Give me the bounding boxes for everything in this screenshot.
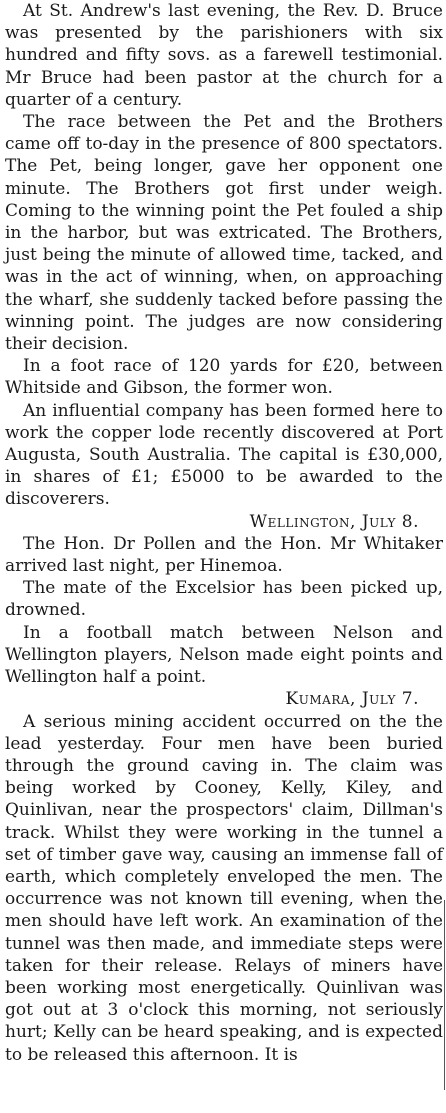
paragraph-hinemoa-arrival: The Hon. Dr Pollen and the Hon. Mr Whitaker arrived last night, per Hinemoa. [5, 533, 443, 577]
dateline-wellington [5, 511, 443, 533]
paragraph-st-andrews-presentation: At St. Andrew's last evening, the Rev. D. Bruce was presented by the parishioners with six hundred and fifty sovs. as a farewell testimonial. Mr Bruce had been pastor at the church for a quarter of a century. [5, 1, 443, 110]
column-rule [444, 900, 445, 1090]
paragraph-mining-accident: A serious mining accident occurred on the the lead yesterday. Four men have been buried through the ground caving in. The claim was being worked by Cooney, Kelly, Kiley, and Quinlivan, near the prospectors' claim, Dillman's track. Whilst they were working in the tunnel a set of timber gave way, causing an immense fall of earth, which completely enveloped the men. The occurrence was not known till evening, when the men should have left work. An examination of the tunnel was then made, and immediate steps were taken for their release. Relays of miners have been working most energetically. Quinlivan was got out at 3 o'clock this morning, not seriously hurt; Kelly can be heard speaking, and is expected to be released this afternoon. It is [5, 711, 443, 1065]
paragraph-copper-company: An influential company has been formed here to work the copper lode recently discovered at Port Augusta, South Australia. The capital is £30,000, in shares of £1; £5000 to be awarded to the discoverers. [5, 400, 443, 510]
dateline-kumara-text: Kumara, July 7. [285, 689, 419, 710]
dateline-wellington-text: Wellington, July 8. [249, 511, 419, 532]
news-column [5, 0, 443, 1066]
paragraph-foot-race: In a foot race of 120 yards for £20, between Whitside and Gibson, the former won. [5, 356, 443, 399]
paragraph-excelsior-mate: The mate of the Excelsior has been picked up, drowned. [5, 578, 443, 621]
dateline-kumara [5, 688, 443, 710]
paragraph-football-match: In a football match between Nelson and Wellington players, Nelson made eight points and Wellington half a point. [5, 622, 443, 688]
paragraph-boat-race: The race between the Pet and the Brothers came off to-day in the presence of 800 spectators. The Pet, being longer, gave her opponent one minute. The Brothers got first under weigh. Coming to the winning point the Pet fouled a ship in the harbor, but was extricated. The Brothers, just being the minute of allowed time, tacked, and was in the act of winning, when, on approaching the wharf, she suddenly tacked before passing the winning point. The judges are now considering their decision. [5, 112, 443, 355]
